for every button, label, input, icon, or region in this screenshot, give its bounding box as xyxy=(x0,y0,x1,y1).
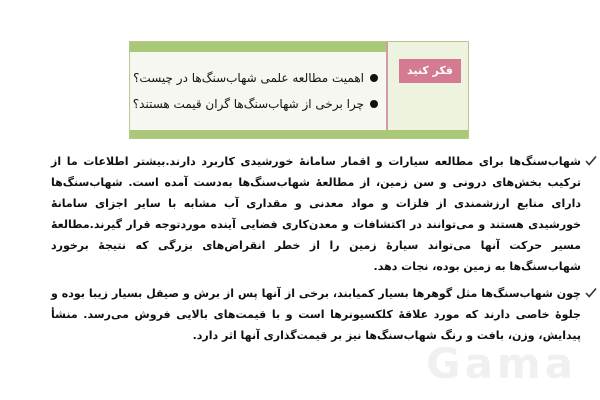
question-text: اهمیت مطالعه علمی شهاب‌سنگ‌ها در چیست؟ xyxy=(133,71,364,85)
think-box-label: فکر کنید xyxy=(399,59,461,83)
checkmark-arrow-icon xyxy=(585,287,597,299)
question-text: چرا برخی از شهاب‌سنگ‌ها گران قیمت هستند؟ xyxy=(132,97,364,111)
watermark: Gama xyxy=(426,339,577,388)
think-box-body xyxy=(132,65,378,126)
checkmark-arrow-icon xyxy=(585,155,597,167)
think-box xyxy=(129,41,469,139)
think-box-side-band xyxy=(386,42,468,138)
question-item xyxy=(132,91,378,117)
think-box-bottom-band xyxy=(130,130,468,138)
paragraph-meteorite-study xyxy=(51,151,581,277)
bullet-icon xyxy=(370,100,378,108)
paragraph-text: شهاب‌سنگ‌ها برای مطالعه سیارات و اقمار سامانهٔ خورشیدی کاربرد دارند.بیشتر اطلاعات ما از ترکیب بخش‌های درونی و سن زمین، از مطالعهٔ شهاب‌سنگ‌ها به‌دست آمده است. شهاب‌سنگ‌ها دارای منابع ارزشمندی از فلزات و مواد معدنی و مقداری آب مشابه با سایر اجزای سامانهٔ خورشیدی هستند و می‌توانند در اکتشافات و معدن‌کاری فضایی آینده موردتوجه قرار گیرند.مطالعهٔ مسیر حرکت آنها می‌تواند سیارهٔ زمین را از خطر انقراض‌های بزرگی که نتیجهٔ برخورد شهاب‌سنگ‌ها به زمین بوده، نجات دهد. xyxy=(51,155,581,273)
paragraph-meteorite-value xyxy=(51,283,581,346)
question-item xyxy=(133,65,378,91)
bullet-icon xyxy=(370,74,378,82)
paragraph-text: چون شهاب‌سنگ‌ها مثل گوهرها بسیار کمیابند، برخی از آنها پس از برش و صیقل بسیار زیبا بوده و جلوهٔ خاصی دارند که مورد علاقهٔ کلکسیونرها است و با قیمت‌های بالایی فروش می‌رسد. منشأ پیدایش، وزن، بافت و رنگ شهاب‌سنگ‌ها نیز بر قیمت‌گذاری آنها اثر دارد. xyxy=(51,287,581,342)
